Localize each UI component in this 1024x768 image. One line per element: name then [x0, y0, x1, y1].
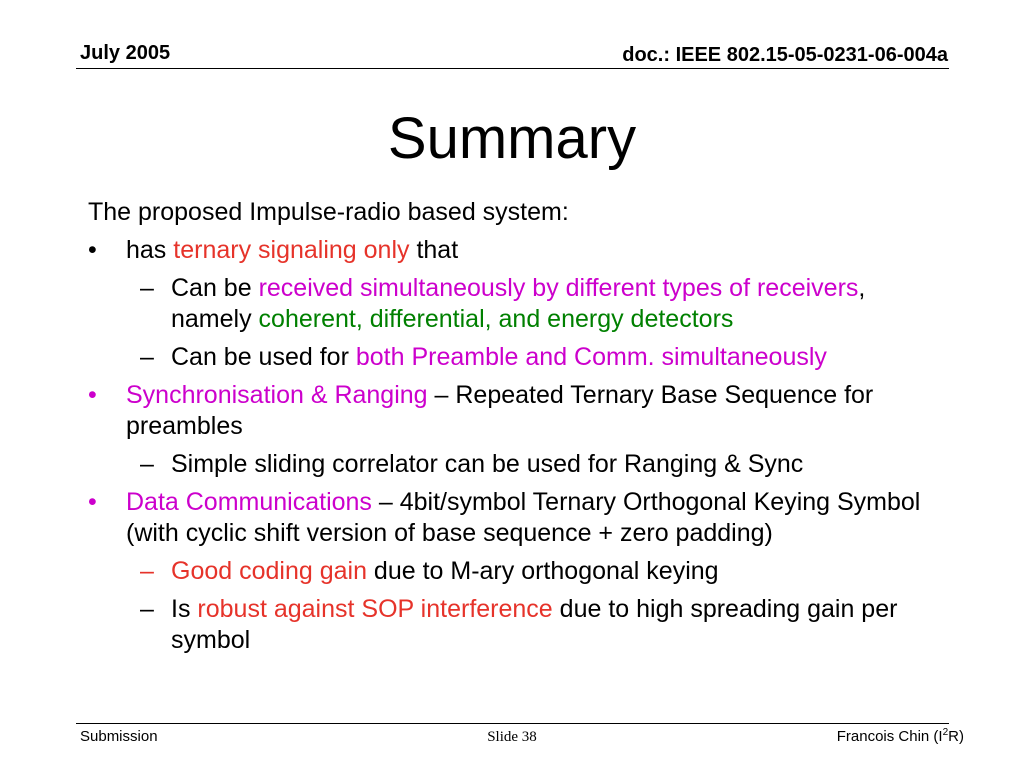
- highlight-text: robust against SOP interference: [197, 595, 553, 623]
- footer-submission: Submission: [80, 728, 158, 745]
- text: Simple sliding correlator can be used for Ranging & Sync: [171, 450, 804, 478]
- text: due to high spreading gain per symbol: [171, 595, 898, 654]
- highlight-text: both Preamble and Comm. simultaneously: [355, 343, 827, 371]
- author-superscript: 2: [942, 727, 949, 738]
- text: that: [409, 236, 459, 264]
- header-doc-id: doc.: IEEE 802.15-05-0231-06-004a: [622, 44, 948, 66]
- text: – 4bit/symbol Ternary Orthogonal Keying Symbol (with cyclic shift version of base sequence + zero padding): [126, 488, 921, 547]
- header-date: July 2005: [80, 42, 171, 64]
- sub-bullet-preamble-comm: [88, 342, 948, 373]
- footer-rule: [76, 723, 949, 724]
- header-rule: [76, 68, 949, 69]
- text: – Repeated Ternary Base Sequence for preambles: [126, 381, 874, 440]
- text: Is: [171, 595, 198, 623]
- bullet-marker: •: [88, 488, 97, 516]
- sub-bullet-coding-gain: [88, 556, 948, 587]
- highlight-text: received simultaneously by different types of receivers: [258, 274, 859, 302]
- highlight-text: Good coding gain: [171, 557, 367, 585]
- bullet-ternary-signaling: [88, 235, 948, 266]
- sub-bullet-received: [88, 273, 948, 335]
- text: , namely: [171, 274, 866, 333]
- sub-bullet-sop-robust: [88, 594, 948, 656]
- bullet-marker: •: [88, 381, 97, 409]
- dash-marker: –: [140, 557, 154, 585]
- dash-marker: –: [140, 595, 154, 623]
- bullet-data-comm: [88, 487, 948, 549]
- dash-marker: –: [140, 343, 154, 371]
- text: Can be used for: [171, 343, 356, 371]
- text: due to M-ary orthogonal keying: [366, 557, 719, 585]
- highlight-text: Synchronisation & Ranging: [126, 381, 428, 409]
- intro-text: The proposed Impulse-radio based system:: [88, 198, 569, 226]
- highlight-text: ternary signaling only: [173, 236, 410, 264]
- author-text: R): [948, 728, 964, 745]
- text: Can be: [171, 274, 259, 302]
- highlight-text: Data Communications: [126, 488, 372, 516]
- footer-author: [837, 728, 964, 745]
- bullet-sync-ranging: [88, 380, 948, 442]
- slide-body: [88, 197, 948, 663]
- dash-marker: –: [140, 274, 154, 302]
- footer-slide-number: Slide 38: [487, 729, 537, 745]
- slide-title: Summary: [387, 106, 637, 171]
- dash-marker: –: [140, 450, 154, 478]
- sub-bullet-correlator: [88, 449, 948, 480]
- text: has: [126, 236, 174, 264]
- highlight-text: coherent, differential, and energy detectors: [258, 305, 734, 333]
- author-text: Francois Chin (I: [836, 728, 943, 745]
- bullet-marker: •: [88, 236, 97, 264]
